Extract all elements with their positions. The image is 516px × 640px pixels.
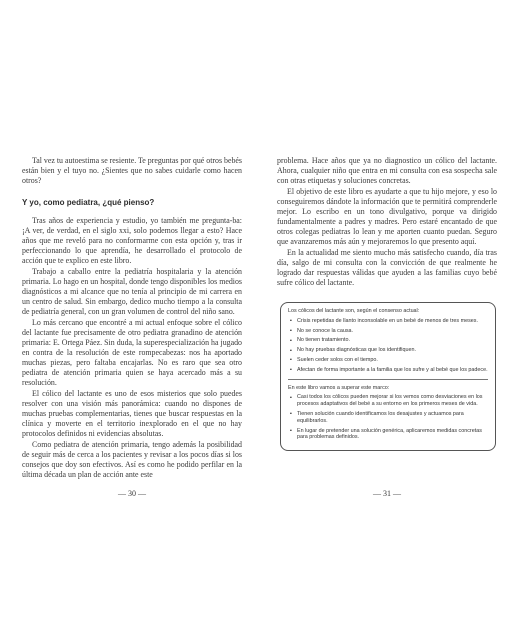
page-number: — 30 — xyxy=(118,489,146,498)
summary-box xyxy=(280,302,496,451)
bullet-icon: ▪ xyxy=(290,394,292,401)
list-item: ▪ No se conoce la causa. xyxy=(290,327,354,335)
box-divider xyxy=(288,379,488,380)
body-paragraph: Tras años de experiencia y estudio, yo también me pregunta-ba: ¡A ver, de verdad, en el siglo xxi, solo podemos llegar a esto? Hace años que me reveló para no conformarme con esta opción y, tras ir perfeccionando lo que aprendía, he desarrollado el protocolo de acción que te explico en este libro. xyxy=(22,216,242,265)
box-list-2 xyxy=(288,394,488,441)
bullet-icon: ▪ xyxy=(290,347,292,354)
bullet-icon: ▪ xyxy=(290,357,292,364)
right-page xyxy=(277,0,497,640)
list-item: ▪ Crisis repetidas de llanto inconsolable en un bebé de menos de tres meses. xyxy=(290,317,478,325)
left-page xyxy=(22,0,242,640)
bullet-icon: ▪ xyxy=(290,428,292,435)
page-number: — 31 — xyxy=(373,489,401,498)
right-page-body xyxy=(277,156,497,288)
body-paragraph: El cólico del lactante es uno de esos misterios que solo puedes resolver con una visión más panorámica: cuando no dispones de muchas pruebas complementarias, tienes que buscar respuestas en la clínica y moverte en el territorio inexplorado en el que no hay protocolos definidos ni evidencias absolutas. xyxy=(22,389,242,438)
bullet-icon: ▪ xyxy=(290,411,292,418)
list-item: ▪ Afectan de forma importante a la familia que los sufre y al bebé que los padece. xyxy=(290,366,488,374)
body-paragraph: Como pediatra de atención primaria, tengo además la posibilidad de seguir más de cerca a los pacientes y revisar a los pocos días si los consejos que doy son efectivos. Así es como he podido perfilar en la última década un plan de acción ante este xyxy=(22,440,242,479)
list-item: ▪ Suelen ceder solos con el tiempo. xyxy=(290,356,378,364)
intro-paragraph: Tal vez tu autoestima se resiente. Te preguntas por qué otros bebés están bien y el tuyo no. ¿Sientes que no sabes cuidarle como hacen otros? xyxy=(22,156,242,185)
body-paragraph: El objetivo de este libro es ayudarte a que tu hijo mejore, y eso lo conseguiremos dándote la información que te permitirá comprenderle mejor. Lo escribo en un tono divulgativo, porque va dirigido fundamentalmente a padres y madres. Pero estaré encantado de que otros colegas pediatras lo lean y me aporten cuanto puedan. Seguro que avanzaremos más aún y mejoraremos lo que presento aquí. xyxy=(277,187,497,246)
section-heading: Y yo, como pediatra, ¿qué pienso? xyxy=(22,198,155,207)
box-lead: Los cólicos del lactante son, según el consenso actual: xyxy=(288,308,420,314)
list-item: ▪ No tienen tratamiento. xyxy=(290,337,351,344)
box-lead-2: En este libro vamos a superar este marco: xyxy=(288,384,390,391)
bullet-icon: ▪ xyxy=(290,318,292,325)
body-paragraph: problema. Hace años que ya no diagnostico un cólico del lactante. Ahora, cualquier niño que entra en mi consulta con esa sospecha sale con otras etiquetas y soluciones concretas. xyxy=(277,156,497,185)
box-list xyxy=(288,318,488,374)
bullet-icon: ▪ xyxy=(290,367,292,374)
bullet-icon: ▪ xyxy=(290,328,292,335)
list-item: ▪ Casi todos los cólicos pueden mejorar si los vemos como desviaciones en los procesos adaptativos del bebé a su entorno en los primeros meses de vida. xyxy=(290,394,483,408)
list-item: ▪ En lugar de pretender una solución genérica, aplicaremos medidas concretas para problemas definidos. xyxy=(290,427,482,441)
body-paragraph: Lo más cercano que encontré a mi actual enfoque sobre el cólico del lactante fue precisamente de otro pediatra granadino de atención primaria: E. Ortega Páez. Sin duda, la superespecialización ha jugado en contra de la resolución de este rompecabezas: nos ha aportado muchas piezas, pero faltaba encajarlas. No es raro que sea otro pediatra de atención primaria quien se haya acercado más a su resolución. xyxy=(22,318,242,387)
body-paragraph: En la actualidad me siento mucho más satisfecho cuando, día tras día, salgo de mi consulta con la convicción de que realmente he logrado dar respuestas válidas que ayuden a las familias cuyo bebé sufre cólico del lactante. xyxy=(277,248,497,287)
body-paragraph: Trabajo a caballo entre la pediatría hospitalaria y la atención primaria. Lo hago en un hospital, donde tengo disponibles los medios diagnósticos a mi alcance que no tenía al principio de mi carrera en un centro de salud. Sin embargo, dedico mucho tiempo a la consulta de pediatría general, con un gran volumen de control del niño sano. xyxy=(22,267,242,316)
list-item: ▪ Tienen solución cuando identificamos los desajustes y actuamos para equilibrarlos. xyxy=(290,410,464,424)
left-page-body xyxy=(22,156,242,480)
list-item: ▪ No hay pruebas diagnósticas que los identifiquen. xyxy=(290,347,416,354)
bullet-icon: ▪ xyxy=(290,337,292,344)
